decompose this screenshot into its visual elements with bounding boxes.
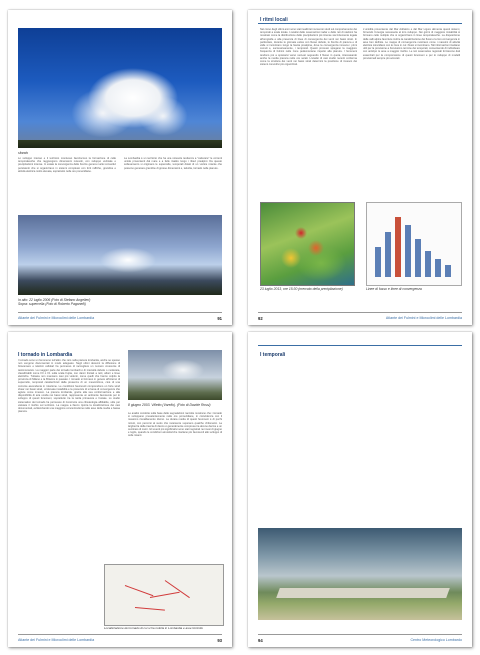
footer-rule xyxy=(258,312,462,313)
chart-bar xyxy=(385,232,391,277)
tornado-location-map xyxy=(104,564,224,626)
map-caption: 23 luglio 2013, ore 15:30 (mercato della precipitazione) xyxy=(260,287,343,291)
photo-caption-line1: In alto: 22 luglio 2006 (Foto di Stefano Angelieri) xyxy=(18,298,91,302)
chart-bar xyxy=(415,239,421,277)
map-caption: Localizzazione dei tornado di cui si ha notizia in Lombardia e aree limitrofe xyxy=(104,626,203,630)
tornado-track xyxy=(165,580,190,598)
chart-bar xyxy=(445,265,451,277)
tornado-track xyxy=(135,607,165,611)
photo-caption: sfondo xyxy=(18,151,29,155)
page-number: 94 xyxy=(258,638,263,643)
page-number: 93 xyxy=(217,638,222,643)
storm-photo xyxy=(18,215,222,295)
section-title: I tornado in Lombardia xyxy=(18,352,73,358)
landscape-storm-photo xyxy=(258,528,462,620)
chart-bar xyxy=(395,217,401,277)
footer-rule xyxy=(18,634,222,635)
footer-text: Centro Meteorologico Lombardo xyxy=(410,638,462,642)
body-text-right: Le analisi condotte sulla base delle segnalazioni raccolte mostrano che i tornado si sviluppano prevalentemente nelle ore pomeridiane, in coincidenza con il massimo riscaldamento diurno. La durata media di questi fenomeni è di pochi minuti, con percorsi al suolo che raramente superano qualche chilometro. La larghezza della traccia di danno è generalmente compresa tra alcune decine e un centinaio di metri. Gli eventi più significativi sono stati registrati nei mesi di giugno e luglio, quando le condizioni atmosferiche risultano più favorevoli allo sviluppo di celle rotanti. xyxy=(128,412,222,438)
photo-caption: 8 giugno 2003. Villetto (Varello). (Foto di Davide Rossi) xyxy=(128,403,211,407)
chart-bar xyxy=(435,259,441,277)
photo-ground xyxy=(18,140,222,148)
cumulonimbus-photo xyxy=(18,28,222,148)
footer-text: Atlante dei Fulmini e Microclimi delle Lombardia xyxy=(385,316,462,320)
footer-rule xyxy=(258,634,462,635)
page-91 xyxy=(8,10,232,325)
page-92 xyxy=(248,10,472,325)
chart-bar xyxy=(425,251,431,277)
header-rule xyxy=(258,16,462,24)
convergence-chart xyxy=(366,202,462,286)
tornado-photo xyxy=(128,350,222,400)
page-number: 92 xyxy=(258,316,263,321)
page-number: 91 xyxy=(217,316,222,321)
body-text-right: La Lombardia è un territorio che ha una notevole tendenza a "catturare" le correnti umide provenienti dal mare e a farle risalire lungo i rilievi prealpini. Da questo sollevamento si originano le supercelle, temporali dotati di un vortice rotante che possono generare grandine di grosse dimensioni e, talvolta, tornado nelle pianure. xyxy=(124,157,222,170)
photo-caption-line2: Sopra: supercella (Foto di Roberto Paganelli) xyxy=(18,302,86,306)
tornado-track xyxy=(125,585,154,596)
section-title: I temporali xyxy=(260,352,286,358)
body-text-left: Lo sviluppo intenso e il territorio montuoso favoriscono la formazione di celle temporalesche che raggiungono dimensioni notevoli, con sviluppo verticale e precipitazioni intense. In estate la convergenza delle brezze genera nuclei convettivi persistenti che si organizzano in sistemi complessi con forti raffiche, grandine e attività elettrica molto elevata, soprattutto nelle ore pomeridiane. xyxy=(18,157,116,173)
header-rule xyxy=(258,338,462,346)
photo-road xyxy=(276,588,450,598)
footer-text: Atlante dei Fulmini e Microclimi delle Lombardia xyxy=(18,638,95,642)
chart-bar xyxy=(375,247,381,277)
section-header: I ritmi locali xyxy=(260,17,288,23)
body-text-right: L'umidità proveniente dal Mar Adriatico e dal Mar Ligure alimenta questi sistemi, fornendo l'energia necessaria al loro sviluppo. Nei giorni di maggiore instabilità si formano celle multiple che si organizzano in linee temporalesche. La disposizione delle valli alpine favorisce inoltre la canalizzazione dei flussi e la loro convergenza in aree ben definite. Le mappe di convergenza mostrano come i massimi di attività elettrica coincidano con le zone in cui i flussi si incontrano. Tali informazioni risultano utili per la previsione a brevissimo termine dei temporali, consentendo di individuare con anticipo le aree a maggior rischio. Le reti osservative regionali forniscono dati essenziali per la comprensione di questi fenomeni e per lo sviluppo di modelli previsionali sempre più accurati. xyxy=(363,28,460,60)
page-93 xyxy=(8,332,232,647)
footer-text: Atlante dei Fulmini e Microclimi delle Lombardia xyxy=(18,316,95,320)
precipitation-map xyxy=(260,202,355,286)
body-text-left: Nel corso degli ultimi anni sono stati realizzati numerosi studi sul comportamento dei temporali a scala locale. L'analisi delle osservazioni radar e delle reti di stazioni ha mostrato come la distribuzione delle precipitazioni più intense sia fortemente legata all'orografia e alla presenza di linee di convergenza dei venti nei bassi strati. In particolare, durante le giornate estive con flusso debole, le brezze di pianura e di valle si incontrano lungo la fascia prealpina, dove la convergenza innesca i primi cumuli e, successivamente, i temporali. Questi processi spiegano la maggiore frequenza di fulmini nelle zone pedemontane rispetto alla pianura. I fenomeni tendono poi a spostarsi verso sud-est seguendo il flusso in quota, interessando anche la media pianura nelle ore serali. L'analisi di casi studio recenti conferma come la struttura dei venti nei bassi strati determini la posizione di innesco dei sistemi convettivi più organizzati. xyxy=(260,28,357,67)
chart-bar xyxy=(405,225,411,277)
tornado-track xyxy=(150,592,180,598)
chart-caption: Linee di fusso e linee di convergenza xyxy=(366,287,422,291)
body-text-left: I tornado sono un fenomeno tutt'altro che raro nella pianura lombarda, anche se spesso non vengono documentati in modo adeguato. Negli ultimi decenni la diffusione di fotocamere e telefoni cellulari ha permesso di raccogliere un numero crescente di testimonianze. La maggior parte dei tornado lombardi è di intensità debole o moderata, classificabili come F0 o F1 sulla scala Fujita, con danni limitati a tetti, alberi e linee elettriche. Tuttavia non mancano casi più violenti, come quelli che hanno colpito la provincia di Milano e la Brianza in passato. I tornado si formano in genere all'interno di supercelle, temporali caratterizzati dalla presenza di un mesociclone, cioè di una corrente ascendente in rotazione. Le condizioni favorevoli comprendono un forte wind shear nei bassi strati, un'elevata instabilità e la presenza di un'area di convergenza che agisce come innesco. La pianura lombarda, grazie alla sua conformazione e alla disponibilità di aria umida nei bassi strati, rappresenta un ambiente favorevole per lo sviluppo di questi fenomeni, soprattutto tra la tarda primavera e l'estate. Lo studio sistematico dei tornado ha permesso di ricostruire una climatologia affidabile, utile per valutare il rischio sul territorio. La mappa a fianco riporta la localizzazione dei casi documentati, evidenziando una maggiore concentrazione nelle aree della media e bassa pianura. xyxy=(18,359,120,414)
page-94 xyxy=(248,332,472,647)
footer-rule xyxy=(18,312,222,313)
